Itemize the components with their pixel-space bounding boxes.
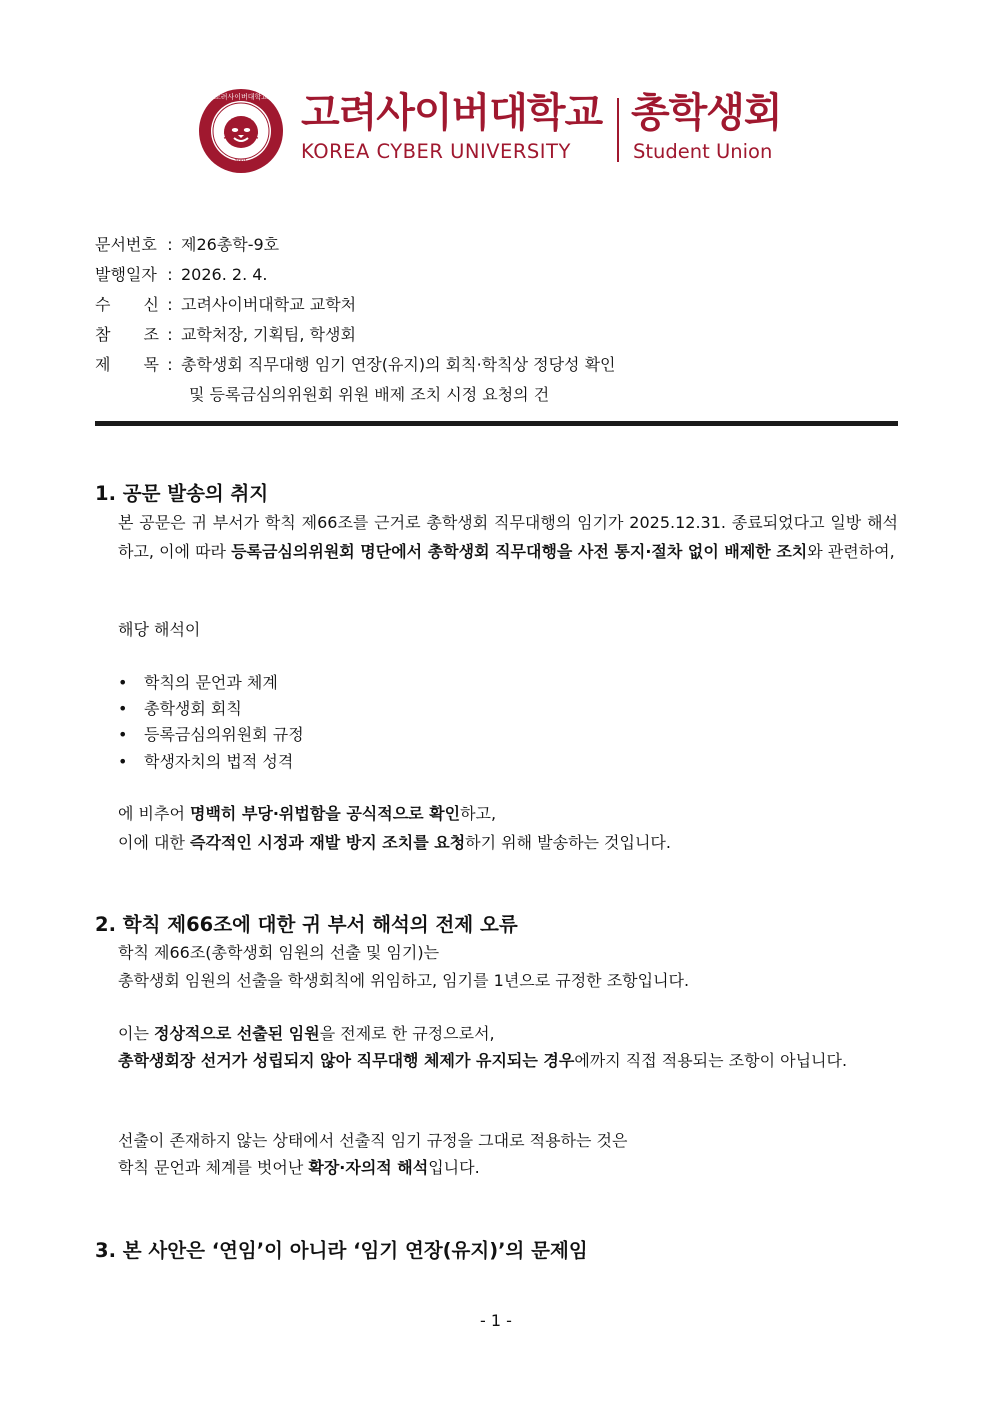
section-2-line-4: 총학생회장 선거가 성립되지 않아 직무대행 체제가 유지되는 경우에까지 직접 적용되는 조항이 아닙니다. [118, 1051, 848, 1070]
meta-value: 고려사이버대학교 교학처 [181, 295, 357, 314]
svg-text:고려사이버대학교: 고려사이버대학교 [213, 93, 269, 101]
list-item: • 등록금심의위원회 규정 [118, 725, 304, 744]
meta-recipient [95, 290, 895, 320]
meta-date [95, 260, 895, 290]
bullet-icon: • [118, 752, 128, 771]
meta-separator: : [167, 265, 173, 284]
list-item: • 학칙의 문언과 체계 [118, 673, 278, 692]
meta-separator: : [167, 355, 173, 374]
page-number: - 1 - [480, 1311, 512, 1330]
section-2-line-2: 총학생회 임원의 선출을 학생회칙에 위임하고, 임기를 1년으로 규정한 조항입니다. [118, 971, 690, 990]
meta-label: 발행일자 [95, 265, 157, 284]
section-2-line-5: 선출이 존재하지 않는 상태에서 선출직 임기 규정을 그대로 적용하는 것은 [118, 1131, 628, 1150]
meta-separator: : [167, 235, 173, 254]
section-2-title: 2. 학칙 제66조에 대한 귀 부서 해석의 전제 오류 [95, 913, 518, 936]
bullet-icon: • [118, 725, 128, 744]
student-union-name-en: Student Union [633, 140, 773, 163]
section-2-line-6: 학칙 문언과 체계를 벗어난 확장·자의적 해석입니다. [118, 1158, 480, 1177]
list-item: • 학생자치의 법적 성격 [118, 752, 294, 771]
meta-label: 제 목 [95, 355, 159, 374]
section-1-paragraph-1: 본 공문은 귀 부서가 학칙 제66조를 근거로 총학생회 직무대행의 임기가 2025.12.31. 종료되었다고 일방 해석하고, 이에 따라 등록금심의위원회 명단에서 총학생회 직무대행을 사전 통지·절차 없이 배제한 조치와 관련하여, [118, 513, 898, 561]
section-3-title: 3. 본 사안은 ‘연임’이 아니라 ‘임기 연장(유지)’의 문제임 [95, 1239, 588, 1262]
svg-text:2001: 2001 [234, 159, 248, 165]
meta-separator: : [167, 295, 173, 314]
meta-label: 참 조 [95, 325, 159, 344]
meta-subject [95, 350, 895, 380]
section-1-paragraph-4: 이에 대한 즉각적인 시정과 재발 방지 조치를 요청하기 위해 발송하는 것입니다. [118, 833, 671, 852]
section-2-line-1: 학칙 제66조(총학생회 임원의 선출 및 임기)는 [118, 943, 440, 962]
header-rule [95, 421, 898, 426]
meta-subject-line2: 및 등록금심의위원회 위원 배제 조치 시정 요청의 건 [189, 385, 550, 404]
meta-cc [95, 320, 895, 350]
logo-divider [617, 98, 619, 162]
meta-separator: : [167, 325, 173, 344]
document-meta [95, 230, 895, 410]
section-1-paragraph-3: 에 비추어 명백히 부당·위법함을 공식적으로 확인하고, [118, 804, 497, 823]
meta-label: 수 신 [95, 295, 159, 314]
bullet-icon: • [118, 673, 128, 692]
meta-doc-no [95, 230, 895, 260]
bullet-icon: • [118, 699, 128, 718]
meta-label: 문서번호 [95, 235, 157, 254]
university-name-en: KOREA CYBER UNIVERSITY [301, 140, 571, 163]
meta-value: 제26총학-9호 [181, 235, 280, 254]
university-name-ko: 고려사이버대학교 [301, 90, 603, 136]
meta-value: 2026. 2. 4. [181, 265, 268, 284]
meta-value: 교학처장, 기획팀, 학생회 [181, 325, 356, 344]
student-union-name-ko: 총학생회 [631, 90, 782, 136]
section-2-line-3: 이는 정상적으로 선출된 임원을 전제로 한 규정으로서, [118, 1024, 495, 1043]
list-item: • 총학생회 회칙 [118, 699, 242, 718]
letterhead [198, 88, 798, 176]
meta-value: 총학생회 직무대행 임기 연장(유지)의 회칙·학칙상 정당성 확인 [181, 355, 616, 374]
section-1-title: 1. 공문 발송의 취지 [95, 482, 269, 505]
university-seal-icon [198, 88, 284, 174]
section-1-paragraph-2: 해당 해석이 [118, 620, 201, 639]
